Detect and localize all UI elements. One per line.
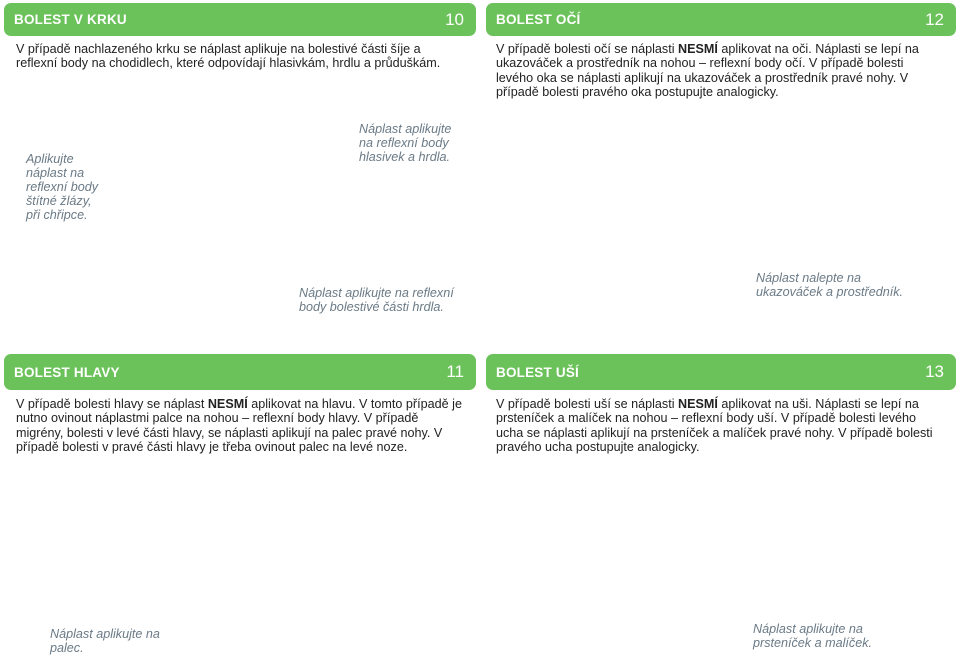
section-paragraph-usi: V případě bolesti uší se náplasti NESMÍ aplikovat na uši. Náplasti se lepí na prsteníček a malíček na nohou – reflexní body uší. V případě bolesti levého ucha se náplasti aplikují na prsteníček a malíček pravé nohy. V případě bolesti pravého ucha postupujte analogicky. xyxy=(496,397,933,455)
section-number-hlavy: 11 xyxy=(446,362,464,381)
section-header-oci xyxy=(486,3,956,36)
nesmi-emphasis: NESMÍ xyxy=(678,397,718,411)
caption-palec: Náplast aplikujte na palec. xyxy=(50,627,160,655)
section-header-krk xyxy=(4,3,476,36)
nesmi-emphasis: NESMÍ xyxy=(207,397,248,411)
section-number-usi: 13 xyxy=(925,362,944,381)
section-number-oci: 12 xyxy=(925,9,944,29)
section-header-usi xyxy=(486,354,956,390)
section-paragraph-krk: V případě nachlazeného krku se náplast aplikuje na bolestivé části šíje a reflexní body na chodidlech, které odpovídají hlasivkám, hrdlu a průduškám. xyxy=(16,42,441,71)
caption-prstenicek-malicek: Náplast aplikujte na prsteníček a malíček. xyxy=(753,622,872,650)
section-header-hlavy xyxy=(4,354,476,390)
section-paragraph-oci: V případě bolesti očí se náplasti NESMÍ aplikovat na oči. Náplasti se lepí na ukazováček a prostředník na nohou – reflexní body očí. V případě bolesti levého oka se náplasti aplikují na ukazováček a prostředník pravé nohy. V případě bolesti pravého oka postupujte analogicky. xyxy=(496,42,919,100)
section-title-krk: BOLEST V KRKU xyxy=(14,12,127,27)
section-title-hlavy: BOLEST HLAVY xyxy=(14,364,120,380)
section-title-oci: BOLEST OČÍ xyxy=(496,12,581,27)
caption-bolestiva-cast-hrdla: Náplast aplikujte na reflexní body bolestivé části hrdla. xyxy=(299,286,454,314)
nesmi-emphasis: NESMÍ xyxy=(678,42,718,56)
caption-stitna-zlaza: Aplikujte náplast na reflexní body štítné žlázy, při chřipce. xyxy=(26,152,99,222)
section-number-krk: 10 xyxy=(445,9,464,29)
section-paragraph-hlavy: V případě bolesti hlavy se náplast NESMÍ aplikovat na hlavu. V tomto případě je nutno ovinout náplastmi palce na nohou – reflexní body hlavy. V případě migrény, bolesti v levé části hlavy, se náplasti aplikují na palec pravé nohy. V případě bolesti v pravé části hlavy je třeba ovinout palec na levé noze. xyxy=(16,397,462,455)
caption-ukazovacek-prostrednik: Náplast nalepte na ukazováček a prostředník. xyxy=(756,271,904,299)
caption-hlasivky-hrdlo: Náplast aplikujte na reflexní body hlasivek a hrdla. xyxy=(359,122,452,164)
section-title-usi: BOLEST UŠÍ xyxy=(496,364,580,380)
